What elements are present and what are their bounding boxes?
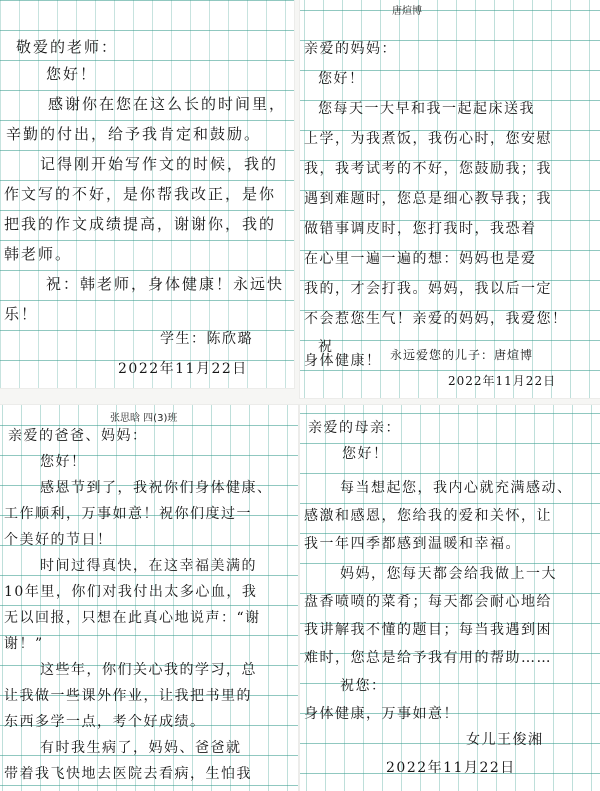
letter-line: 作文写的不好，是你帮我改正，是你 bbox=[4, 185, 277, 203]
letter-line: 韩老师。 bbox=[4, 245, 73, 263]
letter-line: 亲爱的爸爸、妈妈： bbox=[8, 428, 148, 444]
author-class-label: 张思晗 四(3)班 bbox=[110, 413, 178, 424]
letter-line: 敬爱的老师： bbox=[16, 38, 119, 56]
letter-line: 感谢你在您在这么长的时间里， bbox=[48, 95, 287, 113]
letter-line: 在心里一遍一遍的想：妈妈也是爱 bbox=[304, 251, 537, 267]
letter-date: 2022年11月22日 bbox=[118, 361, 248, 377]
letter-signature: 永远爱您的儿子：唐煊博 bbox=[390, 348, 534, 362]
letter-line: 祝：韩老师，身体健康！永远快 bbox=[46, 275, 285, 293]
letter-to-teacher bbox=[0, 0, 294, 388]
letter-line: 东西多学一点，考个好成绩。 bbox=[4, 714, 206, 730]
letter-line: 不会惹您生气！亲爱的妈妈，我爱您！ bbox=[304, 311, 568, 327]
letter-line: 您好！ bbox=[318, 71, 365, 87]
letter-line: 让我做一些课外作业，让我把书里的 bbox=[4, 688, 252, 704]
letter-to-mother-2 bbox=[300, 405, 600, 791]
letter-line: 感激和感恩，您给我的爱和关怀，让 bbox=[304, 508, 552, 524]
letter-line: 亲爱的妈妈： bbox=[304, 41, 397, 57]
letter-line: 做错事调皮时，您打我时，我恐着 bbox=[304, 221, 537, 237]
letter-line: 亲爱的母亲： bbox=[308, 420, 401, 436]
letter-signature: 学生：陈欣璐 bbox=[160, 331, 253, 347]
letter-line: 上学，为我煮饭，我伤心时，您安慰 bbox=[304, 131, 552, 147]
letter-line: 这些年，你们关心我的学习，总 bbox=[40, 662, 257, 678]
letter-line: 妈妈，您每天都会给我做上一大 bbox=[340, 566, 557, 582]
letter-to-mother-1 bbox=[300, 0, 600, 398]
letter-line: 感恩节到了，我祝你们身体健康、 bbox=[40, 480, 273, 496]
letter-line: 我，我考试考的不好，您鼓励我；我 bbox=[304, 161, 552, 177]
letter-line: 身体健康！ bbox=[304, 353, 382, 369]
letter-line: 遇到难题时，您总是细心教导我；我 bbox=[304, 191, 552, 207]
letter-line: 记得刚开始写作文的时候，我的 bbox=[40, 155, 279, 173]
letter-line: 乐！ bbox=[4, 305, 39, 323]
letter-line: 您好！ bbox=[46, 65, 98, 83]
letter-line: 我讲解我不懂的题目；每当我遇到困 bbox=[304, 622, 552, 638]
letter-date: 2022年11月22日 bbox=[386, 760, 516, 776]
letter-line: 我一年四季都感到温暖和幸福。 bbox=[304, 536, 521, 552]
letter-signature: 女儿王俊湘 bbox=[466, 732, 544, 748]
letter-line: 时间过得真快，在这幸福美满的 bbox=[40, 558, 257, 574]
letter-date: 2022年11月22日 bbox=[448, 374, 557, 388]
letter-line: 把我的作文成绩提高，谢谢你，我的 bbox=[4, 215, 277, 233]
letter-line: 无以回报，只想在此真心地说声：“谢 bbox=[4, 610, 261, 626]
letter-line: 10年里，你们对我付出太多心血，我 bbox=[4, 584, 258, 600]
letter-line: 祝 bbox=[318, 339, 334, 355]
letter-to-parents bbox=[0, 405, 298, 791]
letter-line: 我的，才会打我。妈妈，我以后一定 bbox=[304, 281, 552, 297]
author-name-label: 唐煊博 bbox=[392, 6, 422, 17]
letter-line: 个美好的节日！ bbox=[4, 532, 113, 548]
letter-line: 谢！” bbox=[4, 636, 44, 652]
letter-line: 您好！ bbox=[40, 454, 87, 470]
letter-line: 带着我飞快地去医院去看病，生怕我 bbox=[4, 766, 252, 782]
letter-line: 盘香喷喷的菜肴；每天都会耐心地给 bbox=[304, 594, 552, 610]
letter-line: 您好！ bbox=[342, 446, 389, 462]
letter-line: 祝您： bbox=[340, 678, 387, 694]
letter-line: 每当想起您，我内心就充满感动、 bbox=[340, 480, 573, 496]
letter-line: 难时，您总是给予我有用的帮助…… bbox=[304, 650, 552, 666]
letter-line: 有时我生病了，妈妈、爸爸就 bbox=[40, 740, 242, 756]
letter-line: 身体健康，万事如意！ bbox=[304, 706, 459, 722]
letter-line: 您每天一大早和我一起起床送我 bbox=[318, 101, 535, 117]
letter-line: 辛勤的付出，给予我肯定和鼓励。 bbox=[6, 125, 262, 143]
letter-line: 工作顺利，万事如意！祝你们度过一 bbox=[4, 506, 252, 522]
